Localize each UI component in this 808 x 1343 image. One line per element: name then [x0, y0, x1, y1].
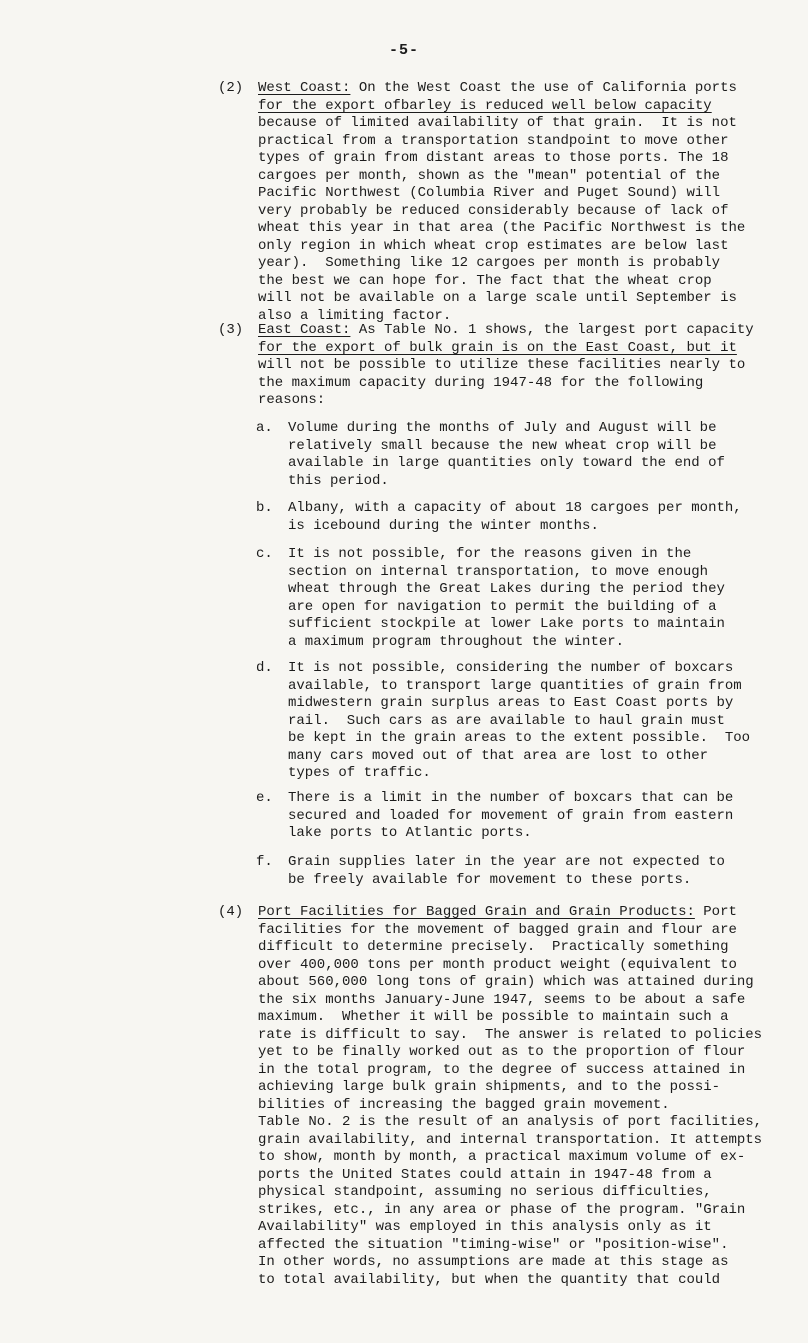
text-line: Pacific Northwest (Columbia River and Puget Sound) will [258, 185, 721, 201]
section-heading: West Coast: [258, 80, 351, 96]
text-line: will not be available on a large scale until September is [258, 290, 737, 306]
text-line: for the export ofbarley is reduced well below capacity [258, 97, 712, 114]
text-line: will not be possible to utilize these facilities nearly to [258, 357, 746, 373]
text-line: only region in which wheat crop estimates are below last [258, 237, 729, 254]
text-line: yet to be finally worked out as to the proportion of flour [258, 1044, 746, 1060]
closing-paragraph: Table No. 2 is the result of an analysis of port facilities, grain availability, and internal transportation. It attempts to show, month by month, a practical maximum volume of ex- ports the United States could attain in 1947-48 from a physical standpoint, assuming no serious difficulties, strikes, etc., in any area or phase of the program. "Grain Availability" was employed in this analysis only as it affected the situation "timing-wise" or "position-wise". In other words, no assumptions are made at this stage as to total availability, but when the quantity that could [258, 1114, 763, 1288]
item-letter: b. [256, 500, 273, 516]
text-line: over 400,000 tons per month product weight (equivalent to [258, 956, 737, 973]
page-number: -5- [388, 42, 419, 59]
item-letter: d. [256, 660, 273, 676]
item-letter: e. [256, 790, 273, 806]
text-line: in the total program, to the degree of success attained in [258, 1061, 746, 1078]
text-line: because of limited availability of that grain. It is not [258, 115, 737, 131]
list-item: b. Albany, with a capacity of about 18 cargoes per month, is icebound during the winter months. [256, 500, 742, 534]
text-line: the six months January-June 1947, seems to be about a safe [258, 991, 746, 1008]
text-line: facilities for the movement of bagged grain and flour are [258, 921, 737, 938]
text-line: cargoes per month, shown as the "mean" potential of the [258, 167, 721, 184]
section-heading: Port Facilities for Bagged Grain and Grain Products: [258, 904, 695, 920]
text-line: practical from a transportation standpoint to move other [258, 132, 729, 149]
text-line: achieving large bulk grain shipments, and to the possi- [258, 1079, 721, 1095]
text-line: difficult to determine precisely. Practically something [258, 939, 729, 955]
text-line: the best we can hope for. The fact that the wheat crop [258, 272, 712, 289]
section-east-coast: (3) East Coast: As Table No. 1 shows, the largest port capacity for the export of bulk grain is on the East Coast, but it will not be possible to utilize these facilities nearly to the maximum capacity during 1947-48 for the following reasons: [218, 322, 798, 410]
section-heading: East Coast: [258, 322, 351, 338]
list-item: a. Volume during the months of July and August will be relatively small because the new wheat crop will be available in large quantities only toward the end of this period. [256, 420, 725, 489]
list-item: e. There is a limit in the number of boxcars that can be secured and loaded for movement of grain from eastern lake ports to Atlantic ports. [256, 790, 734, 841]
section-number: (3) [218, 322, 244, 338]
list-item: f. Grain supplies later in the year are not expected to be freely available for movement to these ports. [256, 854, 725, 888]
text-line: bilities of increasing the bagged grain movement. [258, 1096, 670, 1113]
section-port-facilities: (4) Port Facilities for Bagged Grain and Grain Products: Port facilities for the movement of bagged grain and flour are difficult to determine precisely. Practically something over 400,000 tons per month product weight (equivalent to about 560,000 long tons of grain) which was attained during the six months January-June 1947, seems to be about a safe maximum. Whether it will be possible to maintain such a rate is difficult to say. The answer is related to policies yet to be finally worked out as to the proportion of flour in the total program, to the degree of success attained in achieving large bulk grain shipments, and to the possi- bilities of increasing the bagged grain movement. [218, 904, 803, 1114]
list-item: d. It is not possible, considering the number of boxcars available, to transport large quantities of grain from midwestern grain surplus areas to East Coast ports by rail. Such cars as are available to haul grain must be kept in the grain areas to the extent possible. Too many cars moved out of that area are lost to other types of traffic. [256, 660, 751, 781]
text-line: very probably be reduced considerably because of lack of [258, 202, 729, 219]
text-line: year). Something like 12 cargoes per month is probably [258, 255, 721, 271]
text-line: also a limiting factor. [258, 307, 452, 324]
text-line: maximum. Whether it will be possible to maintain such a [258, 1009, 729, 1025]
item-letter: f. [256, 854, 273, 870]
list-item: c. It is not possible, for the reasons given in the section on internal transportation, to move enough wheat through the Great Lakes during the period they are open for navigation to permit the building of a sufficient stockpile at lower Lake ports to maintain a maximum program throughout the winter. [256, 546, 725, 650]
text-line: for the export of bulk grain is on the East Coast, but it [258, 339, 737, 356]
section-west-coast: (2) West Coast: On the West Coast the use of California ports for the export ofbarley is reduced well below capacity because of limited availability of that grain. It is not practical from a transportation standpoint to move other types of grain from distant areas to those ports. The 18 cargoes per month, shown as the "mean" potential of the Pacific Northwest (Columbia River and Puget Sound) will very probably be reduced considerably because of lack of wheat this year in that area (the Pacific Northwest is the only region in which wheat crop estimates are below last year). Something like 12 cargoes per month is probably the best we can hope for. The fact that the wheat crop will not be available on a large scale until September is also a limiting factor. [218, 80, 798, 325]
text-line: rate is difficult to say. The answer is related to policies [258, 1026, 763, 1043]
item-letter: c. [256, 546, 273, 562]
text-line: wheat this year in that area (the Pacific Northwest is the [258, 220, 746, 236]
text-line: reasons: [258, 392, 326, 408]
text-line: about 560,000 long tons of grain) which was attained during [258, 974, 754, 990]
text-line: types of grain from distant areas to those ports. The 18 [258, 150, 729, 166]
item-letter: a. [256, 420, 273, 436]
section-number: (4) [218, 904, 244, 920]
section-number: (2) [218, 80, 244, 96]
text-line: the maximum capacity during 1947-48 for the following [258, 374, 704, 391]
